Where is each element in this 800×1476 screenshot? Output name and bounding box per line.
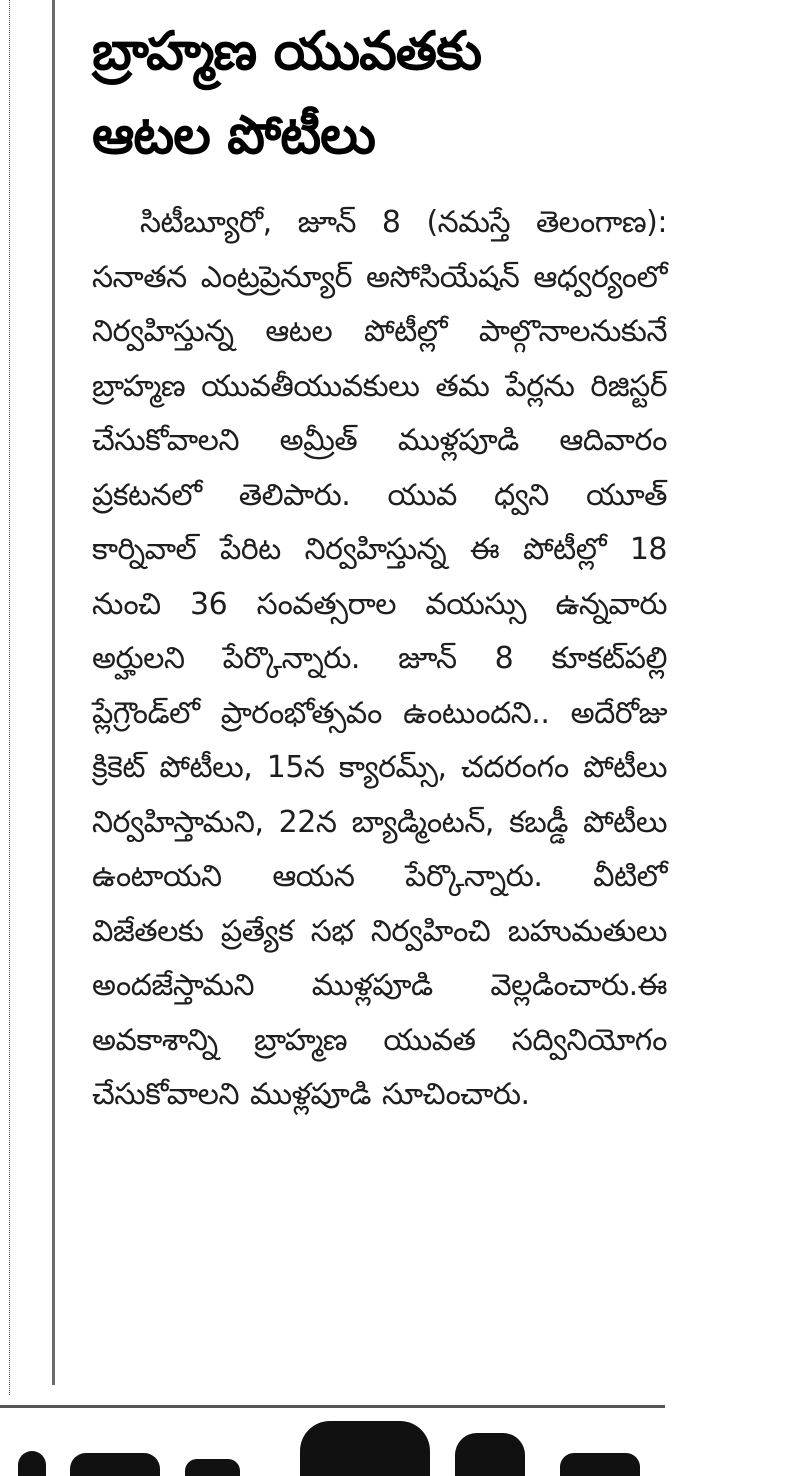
headline-line-1: బ్రాహ్మణ యువతకు <box>92 21 482 82</box>
article-headline <box>92 10 667 178</box>
article-body: సిటీబ్యూరో, జూన్ 8 (నమస్తే తెలంగాణ): సనాతన ఎంట్రప్రెన్యూర్ అసోసియేషన్ ఆధ్వర్యంలో నిర్వహిస్తున్న ఆటల పోటీల్లో పాల్గొనాలనుకునే బ్రాహ్మణ యువతీయువకులు తమ పేర్లను రిజిస్టర్ చేసుకోవాలని అమ్రీత్ ముళ్లపూడి ఆదివారం ప్రకటనలో తెలిపారు. యువ ధ్వని యూత్ కార్నివాల్ పేరిట నిర్వహిస్తున్న ఈ పోటీల్లో 18 నుంచి 36 సంవత్సరాల వయస్సు ఉన్నవారు అర్హులని పేర్కొన్నారు. జూన్ 8 కూకట్‌పల్లి ప్లేగ్రౌండ్‌లో ప్రారంభోత్సవం ఉంటుందని.. అదేరోజు క్రికెట్ పోటీలు, 15న క్యారమ్స్, చదరంగం పోటీలు నిర్వహిస్తామని, 22న బ్యాడ్మింటన్, కబడ్డీ పోటీలు ఉంటాయని ఆయన పేర్కొన్నారు. వీటిలో విజేతలకు ప్రత్యేక సభ నిర్వహించి బహుమతులు అందజేస్తామని ముళ్లపూడి వెల్లడించారు.ఈ అవకాశాన్ని బ్రాహ్మణ యువత సద్వినియోగం చేసుకోవాలని ముళ్లపూడి సూచించారు. <box>92 205 667 1112</box>
headline-line-2: ఆటల పోటీలు <box>92 105 376 166</box>
page-edge-rule <box>0 0 10 1395</box>
news-article <box>92 10 667 1390</box>
next-headline-fragment <box>0 1413 800 1476</box>
article-separator <box>0 1405 665 1408</box>
column-divider <box>52 0 55 1385</box>
